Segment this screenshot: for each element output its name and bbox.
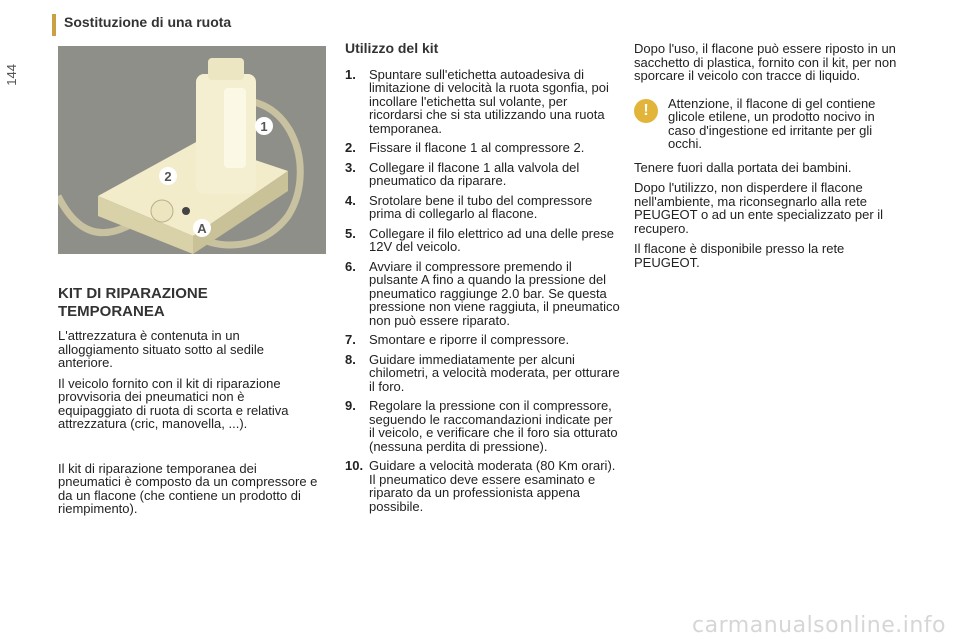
- warning-text: Attenzione, il flacone di gel contiene glicole etilene, un prodotto nocivo in caso d'ingestione ed irritante per gli occhi.: [668, 95, 876, 151]
- step-number: 9.: [345, 398, 356, 413]
- list-item: [345, 260, 620, 328]
- list-item: [345, 68, 620, 136]
- paragraph: L'attrezzatura è contenuta in un alloggiamento situato sotto al sedile anteriore.: [58, 328, 264, 370]
- list-item: [345, 399, 620, 453]
- sub-heading: Utilizzo del kit: [345, 40, 439, 56]
- list-item: [345, 333, 620, 347]
- step-number: 8.: [345, 351, 356, 367]
- page-number: 144: [4, 64, 19, 86]
- page-header: [0, 0, 960, 36]
- step-text: Collegare il filo elettrico ad una delle prese 12V del veicolo.: [369, 225, 614, 254]
- step-number: 4.: [345, 192, 356, 208]
- step-number: 2.: [345, 140, 356, 155]
- illustration-label-2: 2: [164, 169, 172, 184]
- step-text: Fissare il flacone 1 al compressore 2.: [369, 140, 585, 155]
- middle-column: [345, 42, 620, 519]
- warning-icon: !: [634, 99, 658, 123]
- header-accent-bar: [52, 14, 56, 36]
- step-text: Collegare il flacone 1 alla valvola del pneumatico da riparare.: [369, 159, 580, 188]
- page-title: Sostituzione di una ruota: [64, 14, 232, 30]
- step-text: Spuntare sull'etichetta autoadesiva di limitazione di velocità la ruota sgonfia, poi incollare l'etichetta sul volante, per ricordarsi che si sta utilizzando una ruota temporanea.: [369, 66, 609, 136]
- paragraph: Il kit di riparazione temporanea dei pneumatici è composto da un compressore e da un flacone (che contiene un prodotto di riempimento).: [58, 460, 318, 516]
- right-column: [634, 42, 904, 276]
- step-number: 6.: [345, 258, 356, 274]
- paragraph: Il veicolo fornito con il kit di riparazione provvisoria dei pneumatici non è equipaggiato di ruota di scorta e relativa attrezzatura (cric, manovella, ...).: [58, 375, 289, 431]
- paragraph: Dopo l'utilizzo, non disperdere il flacone nell'ambiente, ma riconsegnarlo alla rete PEUGEOT o ad un ente specializzato per il recupero.: [634, 180, 884, 236]
- illustration-label-1: 1: [260, 119, 268, 134]
- section-heading: KIT DI RIPARAZIONE TEMPORANEA: [58, 285, 208, 320]
- list-item: [345, 161, 620, 188]
- repair-kit-illustration: [58, 46, 326, 254]
- steps-list: [345, 68, 620, 514]
- step-number: 10.: [345, 458, 364, 473]
- step-text: Guidare immediatamente per alcuni chilometri, a velocità moderata, per otturare il foro.: [369, 351, 620, 394]
- step-text: Regolare la pressione con il compressore, seguendo le raccomandazioni indicate per il veicolo, e verificare che il foro sia otturato (nessuna perdita di pressione).: [369, 398, 618, 454]
- paragraph: Il flacone è disponibile presso la rete PEUGEOT.: [634, 241, 845, 270]
- warning-box: [634, 97, 904, 151]
- step-text: Avviare il compressore premendo il pulsante A fino a quando la pressione del pneumatico raggiunge 2.0 bar. Se questa pressione non viene raggiuta, il pneumatico non può essere riparato.: [369, 258, 620, 328]
- list-item: [345, 459, 620, 513]
- paragraph: Dopo l'uso, il flacone può essere riposto in un sacchetto di plastica, fornito con il kit, per non sporcare il veicolo con tracce di liquido.: [634, 41, 897, 83]
- step-number: 1.: [345, 66, 356, 82]
- list-item: [345, 141, 620, 155]
- step-text: Srotolare bene il tubo del compressore prima di collegarlo al flacone.: [369, 192, 593, 221]
- watermark: carmanualsonline.info: [692, 613, 946, 638]
- step-text: Guidare a velocità moderata (80 Km orari). Il pneumatico deve essere esaminato e riparato da un professionista appena possibile.: [369, 458, 616, 514]
- step-number: 7.: [345, 332, 356, 347]
- illustration-label-a: A: [197, 221, 207, 236]
- list-item: [345, 353, 620, 394]
- list-item: [345, 194, 620, 221]
- list-item: [345, 227, 620, 254]
- left-column: [58, 285, 318, 523]
- step-number: 5.: [345, 225, 356, 241]
- step-text: Smontare e riporre il compressore.: [369, 332, 570, 347]
- paragraph: Tenere fuori dalla portata dei bambini.: [634, 159, 852, 175]
- step-number: 3.: [345, 159, 356, 175]
